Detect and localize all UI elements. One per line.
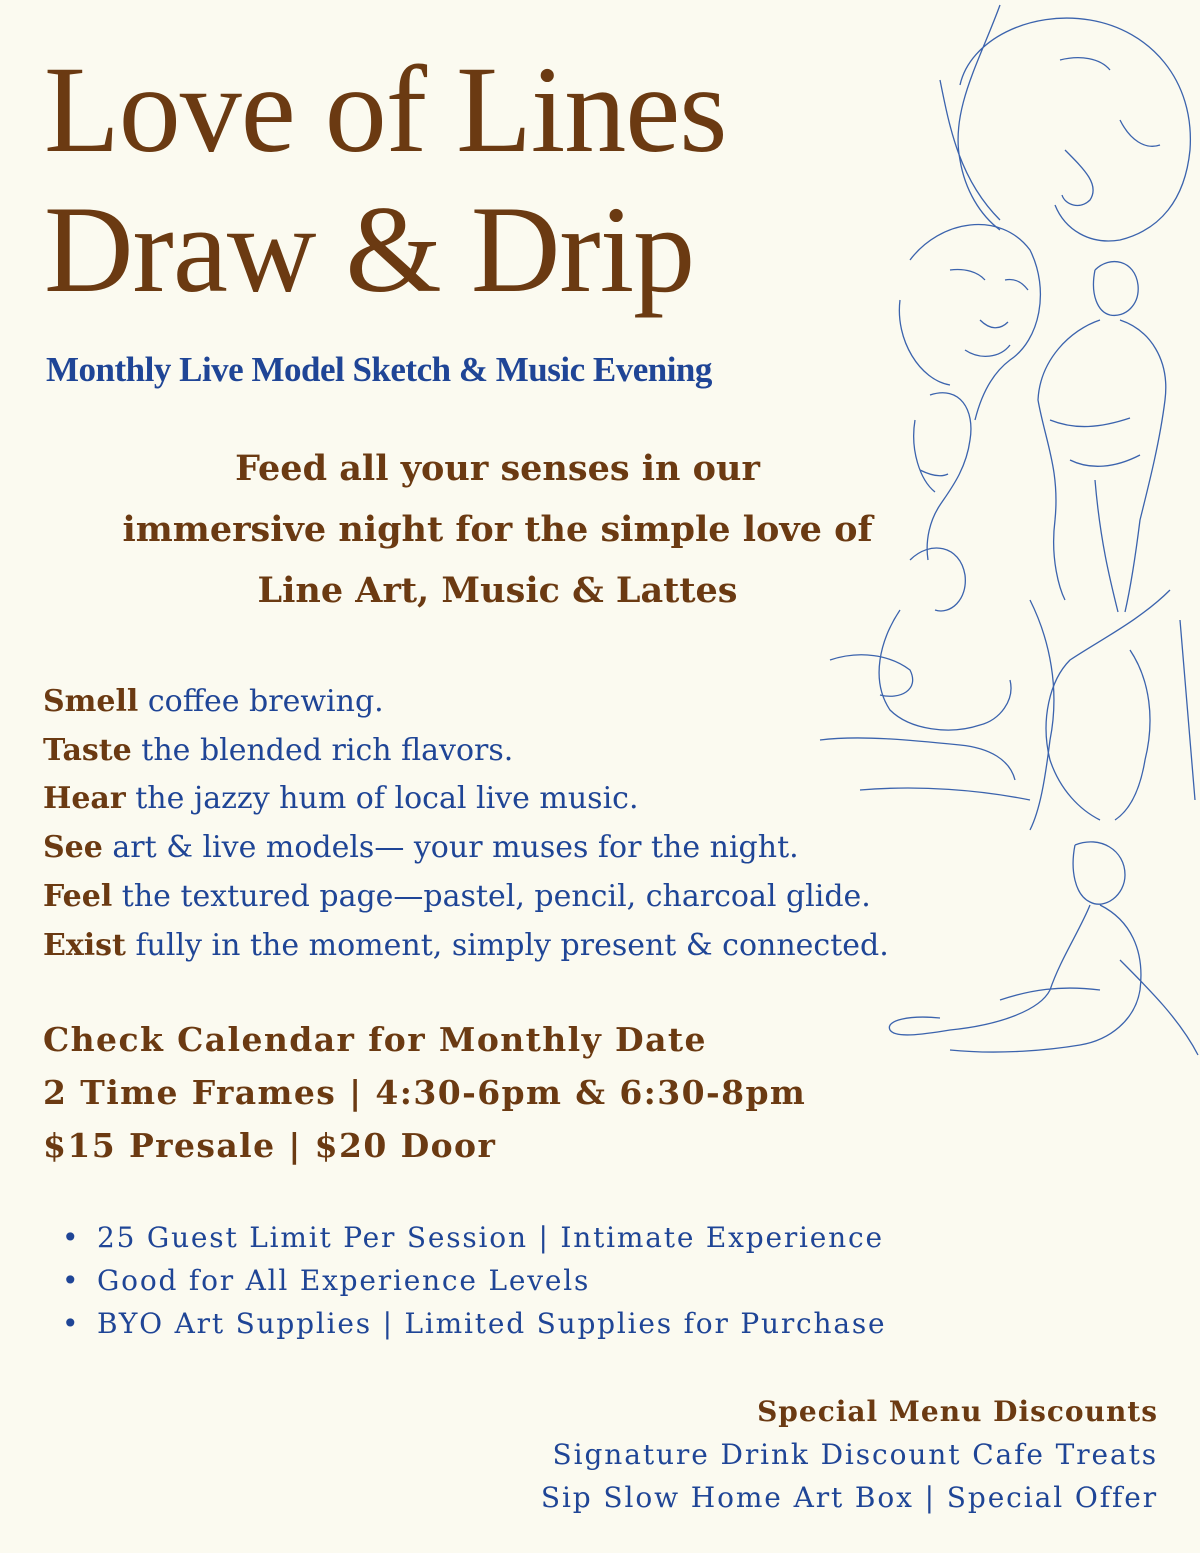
bullet-item — [62, 1216, 886, 1259]
sense-word: Taste — [43, 732, 132, 768]
bullet-item — [62, 1302, 886, 1345]
sense-item — [43, 873, 889, 922]
line-art-reclining-figure — [889, 842, 1198, 1055]
title-line-2: Draw & Drip — [44, 181, 695, 318]
bullet-item — [62, 1259, 886, 1302]
detail-pricing: $15 Presale | $20 Door — [43, 1126, 497, 1165]
detail-time-frames: 2 Time Frames | 4:30-6pm & 6:30-8pm — [43, 1073, 807, 1112]
tagline — [20, 438, 975, 621]
sense-word: Feel — [43, 878, 113, 914]
line-art-standing-figure — [1038, 262, 1166, 612]
line-art-torso — [1046, 590, 1195, 820]
sense-text: coffee brewing. — [138, 684, 384, 719]
sense-text: the textured page—pastel, pencil, charcoal glide. — [112, 878, 871, 914]
tagline-line-3: Line Art, Music & Lattes — [257, 570, 738, 611]
event-details — [43, 1013, 806, 1172]
sense-text: fully in the moment, simply present & connected. — [125, 927, 889, 963]
title-line-1: Love of Lines — [44, 41, 727, 178]
bullet-icon: • — [62, 1264, 81, 1297]
line-art-face-top — [940, 5, 1190, 241]
detail-calendar: Check Calendar for Monthly Date — [43, 1020, 707, 1059]
sense-item — [43, 824, 889, 873]
sense-word: Hear — [43, 781, 126, 817]
tagline-line-1: Feed all your senses in our — [235, 448, 760, 489]
senses-list — [43, 678, 889, 970]
sense-word: Exist — [43, 927, 126, 963]
line-art-face-middle — [899, 225, 1040, 420]
menu-discounts — [541, 1391, 1158, 1519]
menu-item: Sip Slow Home Art Box | Special Offer — [540, 1481, 1158, 1514]
sense-text: the jazzy hum of local live music. — [125, 781, 639, 817]
bullet-icon: • — [62, 1221, 81, 1254]
menu-item: Signature Drink Discount Cafe Treats — [552, 1438, 1158, 1471]
bullet-icon: • — [62, 1307, 81, 1340]
info-bullets — [62, 1216, 886, 1345]
sense-text: the blended rich flavors. — [131, 732, 514, 768]
poster-title — [44, 40, 727, 320]
sense-text: art & live models— your muses for the night. — [102, 830, 799, 866]
sense-word: See — [43, 830, 103, 866]
sense-word: Smell — [43, 684, 139, 719]
bullet-text: Good for All Experience Levels — [97, 1264, 591, 1297]
menu-heading: Special Menu Discounts — [757, 1395, 1158, 1428]
bullet-text: BYO Art Supplies | Limited Supplies for Purchase — [97, 1307, 887, 1340]
sense-item — [43, 922, 889, 971]
sense-item — [43, 678, 889, 727]
bullet-text: 25 Guest Limit Per Session | Intimate Experience — [97, 1221, 884, 1254]
sense-item — [43, 727, 889, 776]
tagline-line-2: immersive night for the simple love of — [122, 509, 873, 550]
sense-item — [43, 775, 889, 824]
poster-subtitle: Monthly Live Model Sketch & Music Evening — [46, 350, 712, 389]
